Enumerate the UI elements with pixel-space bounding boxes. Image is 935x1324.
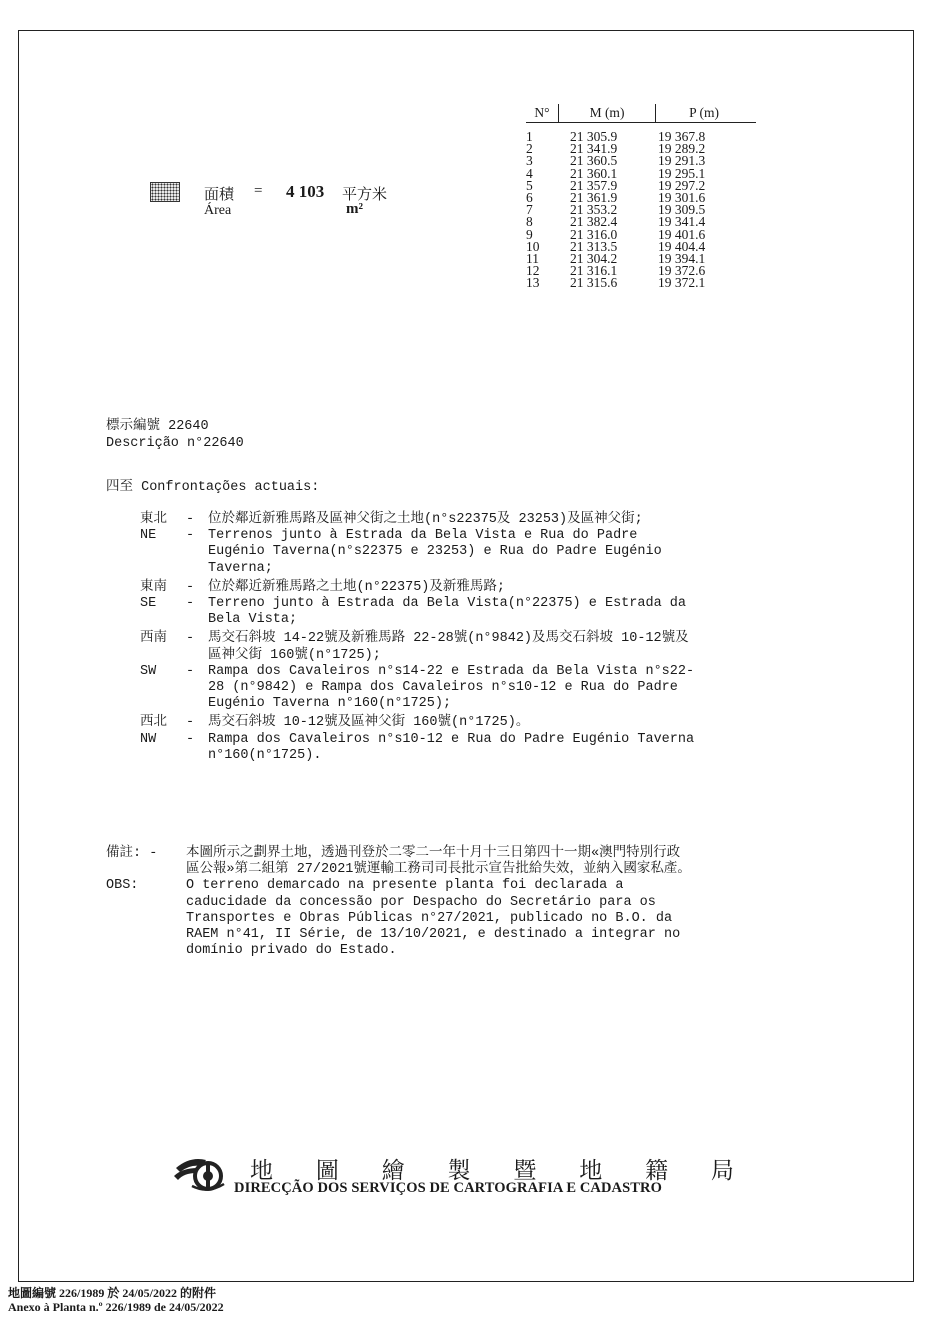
agency-name-char: 籍 xyxy=(645,1158,669,1183)
confrontations-heading: 四至 Confrontações actuais: xyxy=(106,480,320,495)
coord-p: 19 394.1 xyxy=(658,250,706,266)
coord-p: 19 295.1 xyxy=(658,165,706,181)
confrontation-dash: - xyxy=(186,512,195,527)
point-number: 5 xyxy=(526,177,533,193)
coord-m: 21 315.6 xyxy=(570,275,618,291)
confrontation-dash: - xyxy=(186,631,195,647)
point-number: 3 xyxy=(526,153,533,169)
coord-p: 19 372.6 xyxy=(658,263,706,279)
coord-m: 21 313.5 xyxy=(570,238,618,254)
point-number: 2 xyxy=(526,141,533,157)
obs-label-pt: OBS: xyxy=(106,878,139,894)
point-number: 10 xyxy=(526,238,540,254)
confrontation-direction: SW xyxy=(140,663,157,679)
confrontation-text xyxy=(208,512,810,528)
coordinate-row xyxy=(526,204,756,216)
observations-block xyxy=(106,846,806,959)
annex-zh: 地圖編號 226/1989 於 24/05/2022 的附件 xyxy=(8,1286,217,1300)
description-zh: 標示編號 22640 xyxy=(106,419,209,434)
coord-m: 21 353.2 xyxy=(570,202,618,218)
coord-m: 21 341.9 xyxy=(570,141,618,157)
point-number: 7 xyxy=(526,202,533,218)
coordinate-row xyxy=(526,265,756,277)
coord-m: 21 304.2 xyxy=(570,250,618,266)
confrontation-item xyxy=(140,580,810,596)
confrontation-line: Terrenos junto à Estrada da Bela Vista e Rua do Padre xyxy=(208,528,638,544)
agency-name-char: 繪 xyxy=(381,1158,405,1183)
obs-line: 區公報»第二組第 27/2021號運輸工務司司長批示宣告批給失效，並納入國家私產。 xyxy=(186,862,691,878)
point-number: 12 xyxy=(526,263,540,279)
obs-dash: - xyxy=(149,846,158,861)
confrontation-text xyxy=(208,580,810,596)
coordinate-row xyxy=(526,277,756,289)
area-value: 4 103 xyxy=(286,182,325,201)
coord-p: 19 401.6 xyxy=(658,226,706,242)
description-number xyxy=(106,418,244,452)
area-label-pt: Área xyxy=(204,203,232,218)
confrontation-text xyxy=(208,596,810,628)
confrontation-line: 馬交石斜坡 10-12號及區神父街 160號(n°1725)。 xyxy=(208,715,530,731)
agency-name-char: 局 xyxy=(710,1158,734,1183)
coordinate-row xyxy=(526,189,756,205)
coord-m: 21 316.1 xyxy=(570,263,618,279)
obs-label-zh xyxy=(106,846,186,878)
confrontation-line: 區神父街 160號(n°1725); xyxy=(208,647,381,663)
area-unit-zh: 平方米 xyxy=(342,187,388,203)
coordinate-table xyxy=(526,104,756,289)
confrontation-dash: - xyxy=(186,715,195,731)
confrontation-item xyxy=(140,664,810,713)
confrontation-text xyxy=(208,631,810,663)
confrontation-item xyxy=(140,596,810,628)
point-number: 1 xyxy=(526,129,533,144)
confrontation-text xyxy=(208,732,810,764)
agency-name-char: 地 xyxy=(250,1158,273,1183)
header-m: M (m) xyxy=(559,104,656,122)
obs-line: 本圖所示之劃界土地，透過刊登於二零二一年十月十三日第四十一期«澳門特別行政 xyxy=(186,846,681,861)
coord-p: 19 309.5 xyxy=(658,202,706,218)
confrontation-item xyxy=(140,528,810,577)
confrontation-line: 28 (n°9842) e Rampa dos Cavaleiros n°s10-12 e Rua do Padre xyxy=(208,680,678,696)
confrontation-direction: SE xyxy=(140,596,157,612)
point-number: 9 xyxy=(526,226,533,242)
point-number: 4 xyxy=(526,165,533,181)
confrontation-text xyxy=(208,528,810,577)
confrontation-dash: - xyxy=(186,596,195,612)
coord-p: 19 291.3 xyxy=(658,153,706,169)
coordinate-row xyxy=(526,238,756,254)
coord-m: 21 357.9 xyxy=(570,177,618,193)
coordinate-row xyxy=(526,216,756,228)
coordinate-table-header xyxy=(526,104,756,123)
annex-footer xyxy=(8,1286,224,1314)
confrontation-line: Bela Vista; xyxy=(208,612,298,628)
confrontation-item xyxy=(140,715,810,731)
obs-line: domínio privado do Estado. xyxy=(186,943,397,959)
obs-zh xyxy=(106,846,806,878)
confrontation-line: Rampa dos Cavaleiros n°s14-22 e Estrada da Bela Vista n°s22- xyxy=(208,663,695,679)
coord-m: 21 360.1 xyxy=(570,165,618,181)
coordinate-row xyxy=(526,155,756,167)
obs-text-zh xyxy=(186,846,806,878)
confrontation-direction: 東南 xyxy=(140,579,167,595)
coordinate-row xyxy=(526,143,756,155)
confrontation-line: n°160(n°1725). xyxy=(208,747,322,763)
confrontation-direction: 西南 xyxy=(140,631,167,647)
hatch-legend-swatch xyxy=(150,182,180,202)
agency-name-char: 地 xyxy=(579,1158,603,1183)
confrontation-direction: NE xyxy=(140,528,157,544)
confrontation-dash: - xyxy=(186,663,195,679)
confrontation-direction: NW xyxy=(140,731,157,747)
coord-p: 19 367.8 xyxy=(658,129,706,144)
coordinate-row xyxy=(526,131,756,143)
annex-pt: Anexo à Planta n.º 226/1989 de 24/05/2022 xyxy=(8,1300,224,1314)
confrontation-direction: 西北 xyxy=(140,715,167,731)
area-label-zh: 面積 xyxy=(204,187,235,203)
coord-p: 19 341.4 xyxy=(658,214,706,230)
confrontation-direction: 東北 xyxy=(140,512,167,527)
obs-label-zh-text: 備註: xyxy=(106,846,142,861)
confrontation-text xyxy=(208,664,810,713)
confrontations-list xyxy=(140,512,810,767)
confrontation-line: 位於鄰近新雅馬路及區神父街之土地(n°s22375及 23253)及區神父街; xyxy=(208,512,643,527)
coord-p: 19 289.2 xyxy=(658,141,706,157)
coord-p: 19 372.1 xyxy=(658,275,706,291)
confrontation-line: Rampa dos Cavaleiros n°s10-12 e Rua do Padre Eugénio Taverna xyxy=(208,731,695,747)
coordinate-row xyxy=(526,177,756,193)
confrontation-dash: - xyxy=(186,579,195,595)
obs-text-pt xyxy=(186,878,806,959)
confrontation-line: Eugénio Taverna n°160(n°1725); xyxy=(208,696,452,712)
confrontation-line: 馬交石斜坡 14-22號及新雅馬路 22-28號(n°9842)及馬交石斜坡 10-12號及 xyxy=(208,631,689,647)
coord-p: 19 404.4 xyxy=(658,238,706,254)
confrontation-text xyxy=(208,715,810,731)
agency-name-char: 製 xyxy=(447,1158,471,1183)
confrontation-dash: - xyxy=(186,528,195,544)
header-p: P (m) xyxy=(689,105,719,120)
coordinate-rows xyxy=(526,123,756,289)
area-unit-pt: m² xyxy=(346,201,363,217)
confrontation-dash: - xyxy=(186,731,195,747)
agency-name-char: 暨 xyxy=(513,1158,537,1183)
confrontation-line: Eugénio Taverna(n°s22375 e 23253) e Rua do Padre Eugénio xyxy=(208,544,662,560)
coord-p: 19 297.2 xyxy=(658,177,706,193)
description-pt: Descrição n°22640 xyxy=(106,436,244,451)
point-number: 11 xyxy=(526,250,539,266)
coord-m: 21 361.9 xyxy=(570,189,618,205)
coord-m: 21 316.0 xyxy=(570,226,618,242)
agency-name-char: 圖 xyxy=(315,1158,339,1183)
confrontation-line: 位於鄰近新雅馬路之土地(n°22375)及新雅馬路; xyxy=(208,579,506,595)
obs-line: caducidade da concessão por Despacho do Secretário para os xyxy=(186,894,656,910)
agency-name-pt: DIRECÇÃO DOS SERVIÇOS DE CARTOGRAFIA E CADASTRO xyxy=(234,1180,663,1196)
confrontation-line: Terreno junto à Estrada da Bela Vista(n°22375) e Estrada da xyxy=(208,596,686,612)
confrontation-line: Taverna; xyxy=(208,560,273,576)
area-equals: = xyxy=(254,183,263,199)
point-number: 8 xyxy=(526,214,533,230)
confrontation-item xyxy=(140,512,810,528)
coordinate-row xyxy=(526,165,756,181)
point-number: 6 xyxy=(526,189,533,205)
dscc-emblem-icon xyxy=(172,1154,228,1194)
coord-m: 21 305.9 xyxy=(570,129,618,144)
header-number: N° xyxy=(526,104,559,122)
coordinate-row xyxy=(526,226,756,242)
obs-pt xyxy=(106,878,806,959)
coord-m: 21 360.5 xyxy=(570,153,618,169)
agency-logo xyxy=(172,1152,732,1202)
obs-line: O terreno demarcado na presente planta foi declarada a xyxy=(186,878,624,894)
point-number: 13 xyxy=(526,275,540,291)
coord-p: 19 301.6 xyxy=(658,189,706,205)
obs-line: Transportes e Obras Públicas n°27/2021, publicado no B.O. da xyxy=(186,910,673,926)
coordinate-row xyxy=(526,250,756,266)
confrontation-item xyxy=(140,631,810,663)
confrontation-item xyxy=(140,732,810,764)
coord-m: 21 382.4 xyxy=(570,214,618,230)
obs-line: RAEM n°41, II Série, de 13/10/2021, e destinado a integrar no xyxy=(186,927,681,943)
